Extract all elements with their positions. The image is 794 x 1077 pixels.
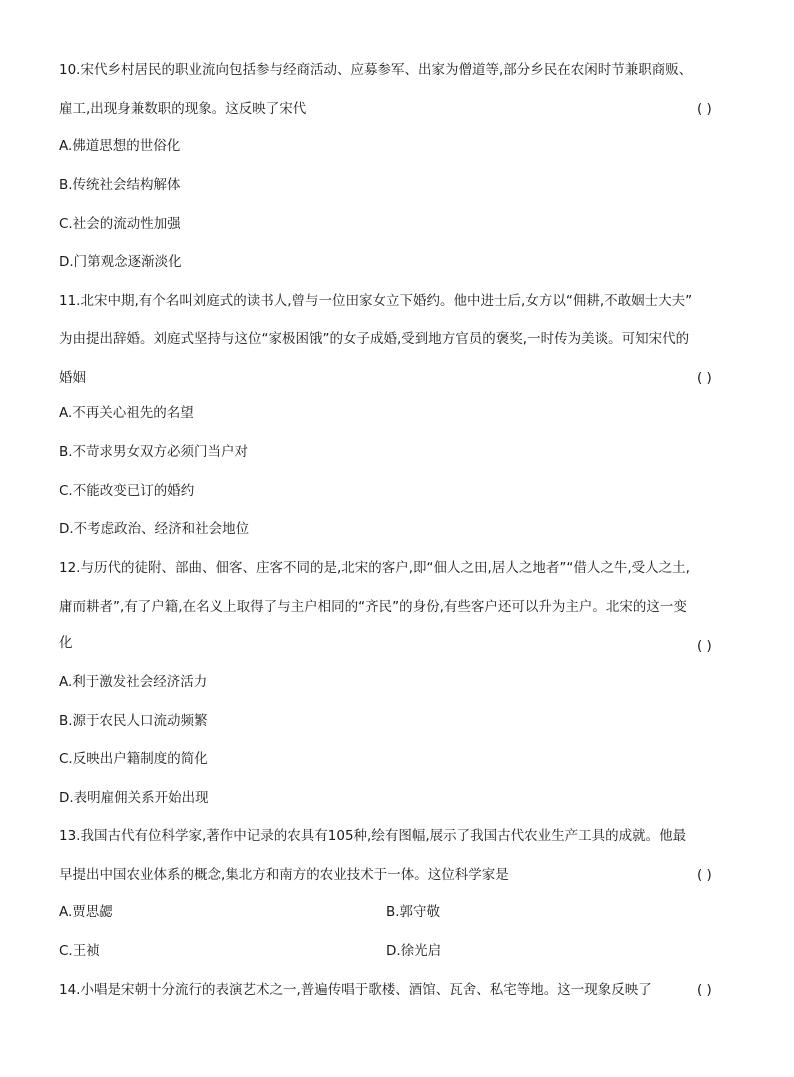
q14-stem-line-1: 14.小唱是宋朝十分流行的表演艺术之一,普遍传唱于歌楼、酒馆、瓦舍、私宅等地。这一现象反映了 [59, 982, 652, 998]
q14-answer-paren: ( ) [697, 982, 712, 998]
q11-option-c: C.不能改变已订的婚约 [59, 483, 195, 499]
q10-option-a: A.佛道思想的世俗化 [59, 138, 181, 154]
q12-stem-line-3: 化 [59, 635, 73, 651]
q10-option-c: C.社会的流动性加强 [59, 216, 181, 232]
q11-answer-paren: ( ) [697, 370, 712, 386]
q13-option-d: D.徐光启 [386, 943, 442, 959]
q10-stem-line-1: 10.宋代乡村居民的职业流向包括参与经商活动、应募参军、出家为僧道等,部分乡民在农闲时节兼职商贩、 [59, 62, 693, 78]
q11-stem-line-1: 11.北宋中期,有个名叫刘庭式的读书人,曾与一位田家女立下婚约。他中进士后,女方以“佣耕,不敢姻士大夫” [59, 293, 693, 309]
q13-answer-paren: ( ) [697, 867, 712, 883]
q12-option-c: C.反映出户籍制度的简化 [59, 751, 208, 767]
q12-stem-line-1: 12.与历代的徒附、部曲、佃客、庄客不同的是,北宋的客户,即“佃人之田,居人之地者”“借人之牛,受人之土, [59, 560, 690, 576]
q12-option-d: D.表明雇佣关系开始出现 [59, 790, 209, 806]
q10-option-b: B.传统社会结构解体 [59, 177, 181, 193]
q13-stem-line-2: 早提出中国农业体系的概念,集北方和南方的农业技术于一体。这位科学家是 [59, 867, 509, 883]
q13-option-c: C.王祯 [59, 943, 100, 959]
q11-option-a: A.不再关心祖先的名望 [59, 405, 194, 421]
q10-answer-paren: ( ) [697, 101, 712, 117]
q12-answer-paren: ( ) [697, 638, 712, 654]
q12-stem-line-2: 庸而耕者”,有了户籍,在名义上取得了与主户相同的“齐民”的身份,有些客户还可以升为主户。北宋的这一变 [59, 599, 687, 615]
q11-option-b: B.不苛求男女双方必须门当户对 [59, 444, 249, 460]
q13-stem-line-1: 13.我国古代有位科学家,著作中记录的农具有105种,绘有图幅,展示了我国古代农业生产工具的成就。他最 [59, 828, 687, 844]
q13-option-a: A.贾思勰 [59, 904, 113, 920]
q12-option-b: B.源于农民人口流动频繁 [59, 713, 208, 729]
q11-stem-line-3: 婚姻 [59, 370, 86, 386]
q13-option-b: B.郭守敬 [386, 904, 441, 920]
q10-option-d: D.门第观念逐渐淡化 [59, 254, 182, 270]
q10-stem-line-2: 雇工,出现身兼数职的现象。这反映了宋代 [59, 101, 307, 117]
q11-stem-line-2: 为由提出辞婚。刘庭式坚持与这位“家极困饿”的女子成婚,受到地方官员的褒奖,一时传为美谈。可知宋代的 [59, 331, 690, 347]
q11-option-d: D.不考虑政治、经济和社会地位 [59, 521, 250, 537]
q12-option-a: A.利于激发社会经济活力 [59, 674, 208, 690]
